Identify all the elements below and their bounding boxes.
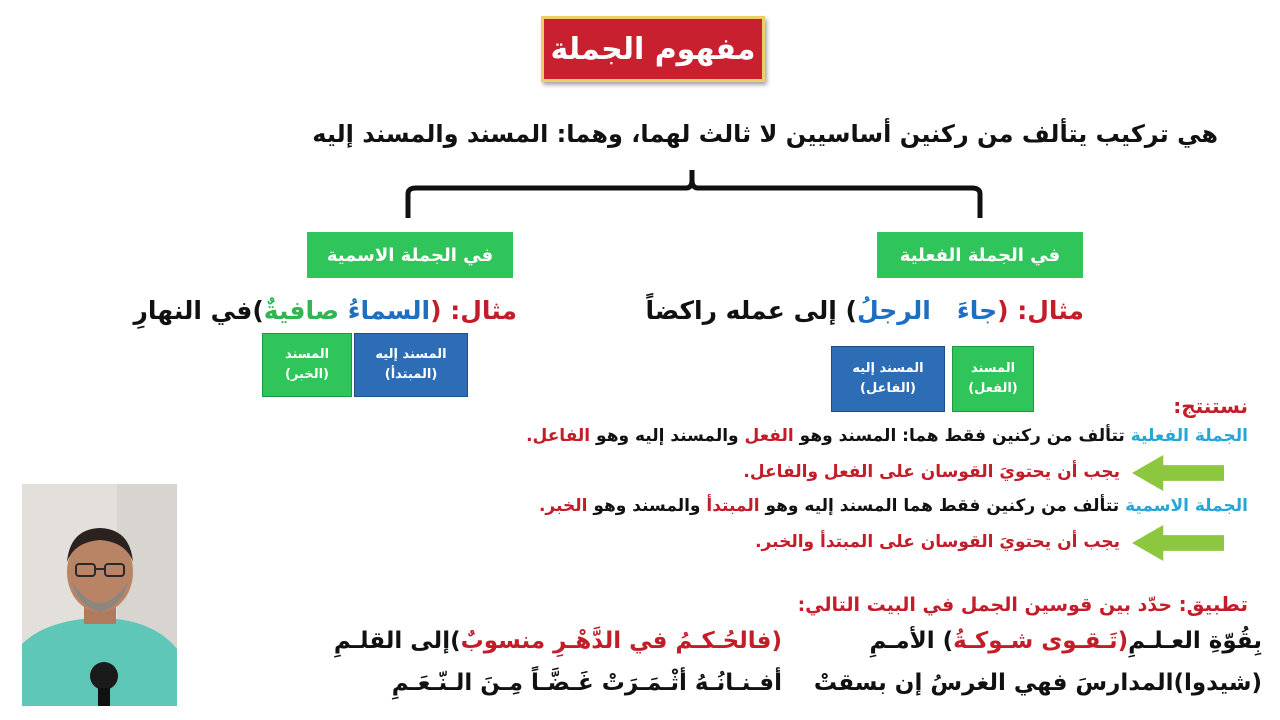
nominal-example-prefix: مثال: ( [430, 296, 517, 325]
definition-text: هي تركيب يتألف من ركنين أساسيين لا ثالث لهما، وهما: المسند والمسند إليه [312, 120, 1218, 148]
conclusion-heading: نستنتج: [1173, 394, 1248, 418]
nominal-subject-box-line2: (المبتدأ) [384, 367, 438, 382]
verbal-example-subject: الرجلُ [856, 296, 931, 325]
slide-title: مفهوم الجملة [541, 16, 765, 82]
verse-1-right-b: (تَـقـوى شـوكـةُ [953, 628, 1129, 654]
nominal-example-suffix: )في النهارِ [133, 296, 264, 325]
verse-1-left-b: )إلى القلـمِ [333, 628, 461, 654]
verbal-predicate-box-line1: المسند [970, 361, 1016, 376]
verbal-sentence-label: في الجملة الفعلية [877, 232, 1083, 278]
nominal-predicate-box [262, 333, 352, 397]
bracket-connector [400, 164, 990, 224]
nominal-predicate-box-line2: (الخبر) [285, 367, 329, 382]
arrow-left-icon [1132, 455, 1224, 491]
verbal-term: الجملة الفعلية [1130, 426, 1248, 446]
arrow-left-icon [1132, 525, 1224, 561]
verse-1-left [334, 628, 782, 654]
verbal-subject-box-line1: المسند إليه [852, 361, 924, 376]
verse-1-right-c: ) الأمـمِ [869, 628, 954, 654]
verse-2-right: (شيدوا)المدارسَ فهي الغرسُ إن بسقتْ [813, 670, 1262, 696]
verse-1-right [869, 628, 1262, 654]
verbal-example-verb: جاءَ [956, 296, 998, 325]
verbal-example-suffix: ) إلى عمله راكضاً [645, 296, 857, 325]
nominal-subject-box-line1: المسند إليه [375, 347, 447, 362]
verbal-subject-box [831, 346, 945, 412]
nominal-predicate-box-line1: المسند [284, 347, 330, 362]
subject-term: المبتدأ [706, 496, 760, 516]
conclusion-2-text: تتألف من ركنين فقط هما المسند إليه وهو [759, 496, 1126, 516]
conclusion-2-text-b: والمسند وهو [587, 496, 707, 516]
predicate-term: الخبر. [538, 496, 588, 516]
nominal-sentence-label: في الجملة الاسمية [307, 232, 513, 278]
presenter-image [22, 484, 177, 706]
application-heading [798, 592, 1248, 616]
rule-2: يجب أن يحتويَ القوسان على المبتدأ والخبر. [755, 532, 1120, 552]
conclusion-line-2 [539, 496, 1248, 516]
verse-1-right-a: بِقُوّةِ العـلـمِ [1128, 628, 1262, 654]
nominal-example [134, 296, 517, 325]
agent-term: الفاعل. [526, 426, 591, 446]
conclusion-1-text: تتألف من ركنين فقط هما: المسند وهو [793, 426, 1131, 446]
nominal-example-subject: السماءُ [347, 296, 431, 325]
verse-1-left-a: (فالحُـكـمُ في الدَّهْـرِ منسوبٌ [460, 628, 782, 654]
verb-term: الفعل [744, 426, 794, 446]
conclusion-1-text-b: والمسند إليه وهو [590, 426, 745, 446]
nominal-term: الجملة الاسمية [1125, 496, 1248, 516]
rule-1: يجب أن يحتويَ القوسان على الفعل والفاعل. [743, 462, 1120, 482]
verbal-subject-box-line2: (الفاعل) [860, 381, 916, 396]
verbal-predicate-box [952, 346, 1034, 412]
application-label: تطبيق: [1178, 592, 1248, 616]
nominal-subject-box [354, 333, 468, 397]
conclusion-line-1 [526, 426, 1248, 446]
presenter-video [22, 484, 177, 706]
verbal-example [645, 296, 1084, 325]
verbal-example-prefix: مثال: ( [997, 296, 1084, 325]
nominal-example-predicate: صافيةٌ [263, 296, 340, 325]
verse-2-left: أفـنـانُـهُ أثْـمَـرَتْ غَـضَّـاً مِـنَ الـنّـعَـمِ [391, 670, 782, 696]
verbal-predicate-box-line2: (الفعل) [968, 381, 1018, 396]
application-instruction: حدّد بين قوسين الجمل في البيت التالي: [797, 594, 1179, 616]
